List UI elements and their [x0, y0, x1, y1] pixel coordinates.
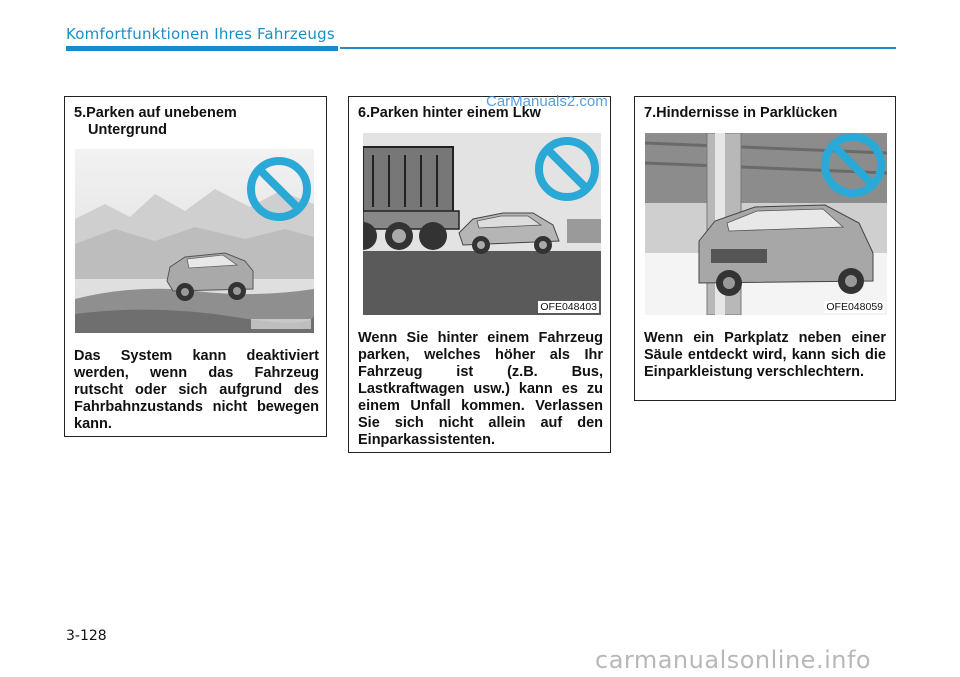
box-description: Wenn Sie hinter einem Fahrzeug parken, welches höher als Ihr Fahrzeug ist (z.B. Bus, Lastkraftwagen usw.) kann es zu einem Unfall kommen. Verlassen Sie sich nicht allein auf den Einparkassistenten.	[358, 330, 603, 448]
header-accent-bar	[66, 46, 338, 51]
image-code: OFE048059	[826, 301, 883, 313]
section-title: Komfortfunktionen Ihres Fahrzeugs	[66, 25, 335, 43]
illustration-uneven-ground	[75, 149, 314, 333]
illustration-behind-truck	[363, 133, 601, 315]
warning-box-uneven-ground	[64, 96, 327, 437]
box-title-line: Untergrund	[88, 122, 167, 138]
image-code: OFE048403	[540, 301, 597, 313]
box-title: 6.Parken hinter einem Lkw	[358, 105, 541, 121]
box-title	[74, 105, 319, 139]
warning-box-parking-obstacles	[634, 96, 896, 401]
watermark-top: CarManuals2.com	[486, 93, 608, 110]
box-title-line: 5.Parken auf unebenem	[74, 105, 237, 121]
warning-box-behind-truck	[348, 96, 611, 453]
box-title: 7.Hindernisse in Parklücken	[644, 105, 838, 121]
box-description: Wenn ein Parkplatz neben einer Säule entdeckt wird, kann sich die Einparkleistung verschlechtern.	[644, 330, 886, 380]
illustration-pillar	[645, 133, 887, 315]
page-number: 3-128	[66, 628, 107, 644]
box-description: Das System kann deaktiviert werden, wenn das Fahrzeug rutscht oder sich aufgrund des Fahrbahnzustands nicht bewegen kann.	[74, 348, 319, 432]
watermark-bottom: carmanualsonline.info	[595, 646, 872, 674]
header-rule	[340, 47, 896, 49]
